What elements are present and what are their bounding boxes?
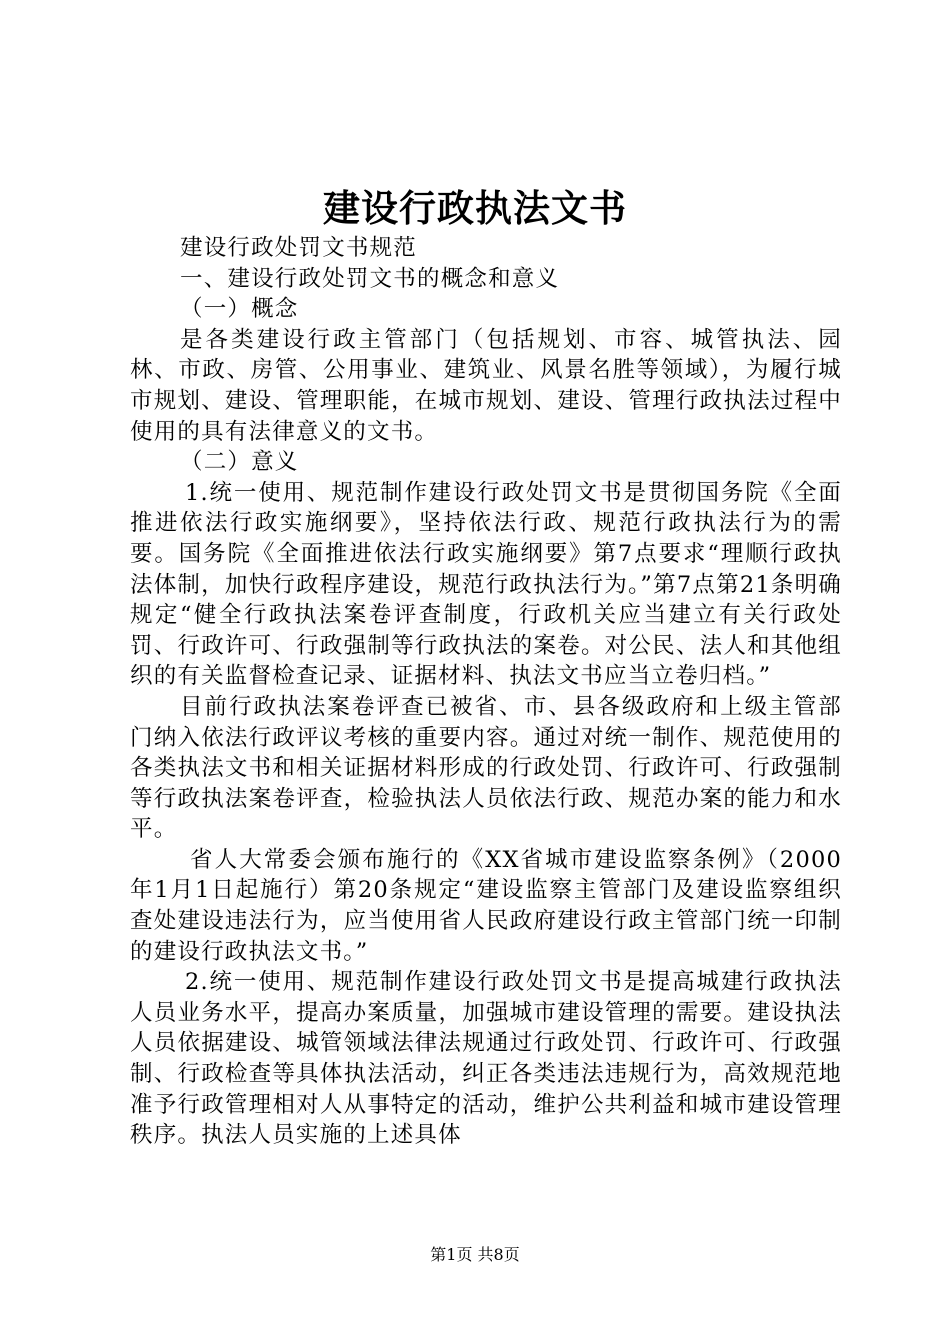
document-body	[130, 233, 842, 1151]
paragraph-regulation: 省人大常委会颁布施行的《XX省城市建设监察条例》（2000年1月1日起施行）第20条规定“建设监察主管部门及建设监察组织查处建设违法行为，应当使用省人民政府建设行政主管部门统一印制的建设行政执法文书。”	[130, 846, 842, 965]
paragraph-review: 目前行政执法案卷评查已被省、市、县各级政府和上级主管部门纳入依法行政评议考核的重要内容。通过对统一制作、规范使用的各类执法文书和相关证据材料形成的行政处罚、行政许可、行政强制等行政执法案卷评查，检验执法人员依法行政、规范办案的能力和水平。	[130, 693, 842, 843]
document-title: 建设行政执法文书	[323, 186, 627, 230]
paragraph-concept: 是各类建设行政主管部门（包括规划、市容、城管执法、园林、市政、房管、公用事业、建筑业、风景名胜等领域），为履行城市规划、建设、管理职能，在城市规划、建设、管理行政执法过程中使用的具有法律意义的文书。	[130, 326, 842, 445]
subsection-heading-meaning: （二）意义	[180, 449, 299, 476]
section-heading: 一、建设行政处罚文书的概念和意义	[180, 265, 560, 292]
page-number-footer: 第1页 共8页	[430, 1245, 520, 1264]
paragraph-meaning-2: 2.统一使用、规范制作建设行政处罚文书是提高城建行政执法人员业务水平，提高办案质量，加强城市建设管理的需要。建设执法人员依据建设、城管领域法律法规通过行政处罚、行政许可、行政强制、行政检查等具体执法活动，纠正各类违法违规行为，高效规范地准予行政管理相对人从事特定的活动，维护公共利益和城市建设管理秩序。执法人员实施的上述具体	[130, 969, 842, 1149]
paragraph-meaning-1: 1.统一使用、规范制作建设行政处罚文书是贯彻国务院《全面推进依法行政实施纲要》，坚持依法行政、规范行政执法行为的需要。国务院《全面推进依法行政实施纲要》第7点要求“理顺行政执法体制，加快行政程序建设，规范行政执法行为。”第7点第21条明确规定“健全行政执法案卷评查制度，行政机关应当建立有关行政处罚、行政许可、行政强制等行政执法的案卷。对公民、法人和其他组织的有关监督检查记录、证据材料、执法文书应当立卷归档。”	[130, 479, 842, 690]
subsection-heading-concept: （一）概念	[180, 296, 299, 323]
paragraph-subtitle: 建设行政处罚文书规范	[180, 235, 418, 261]
